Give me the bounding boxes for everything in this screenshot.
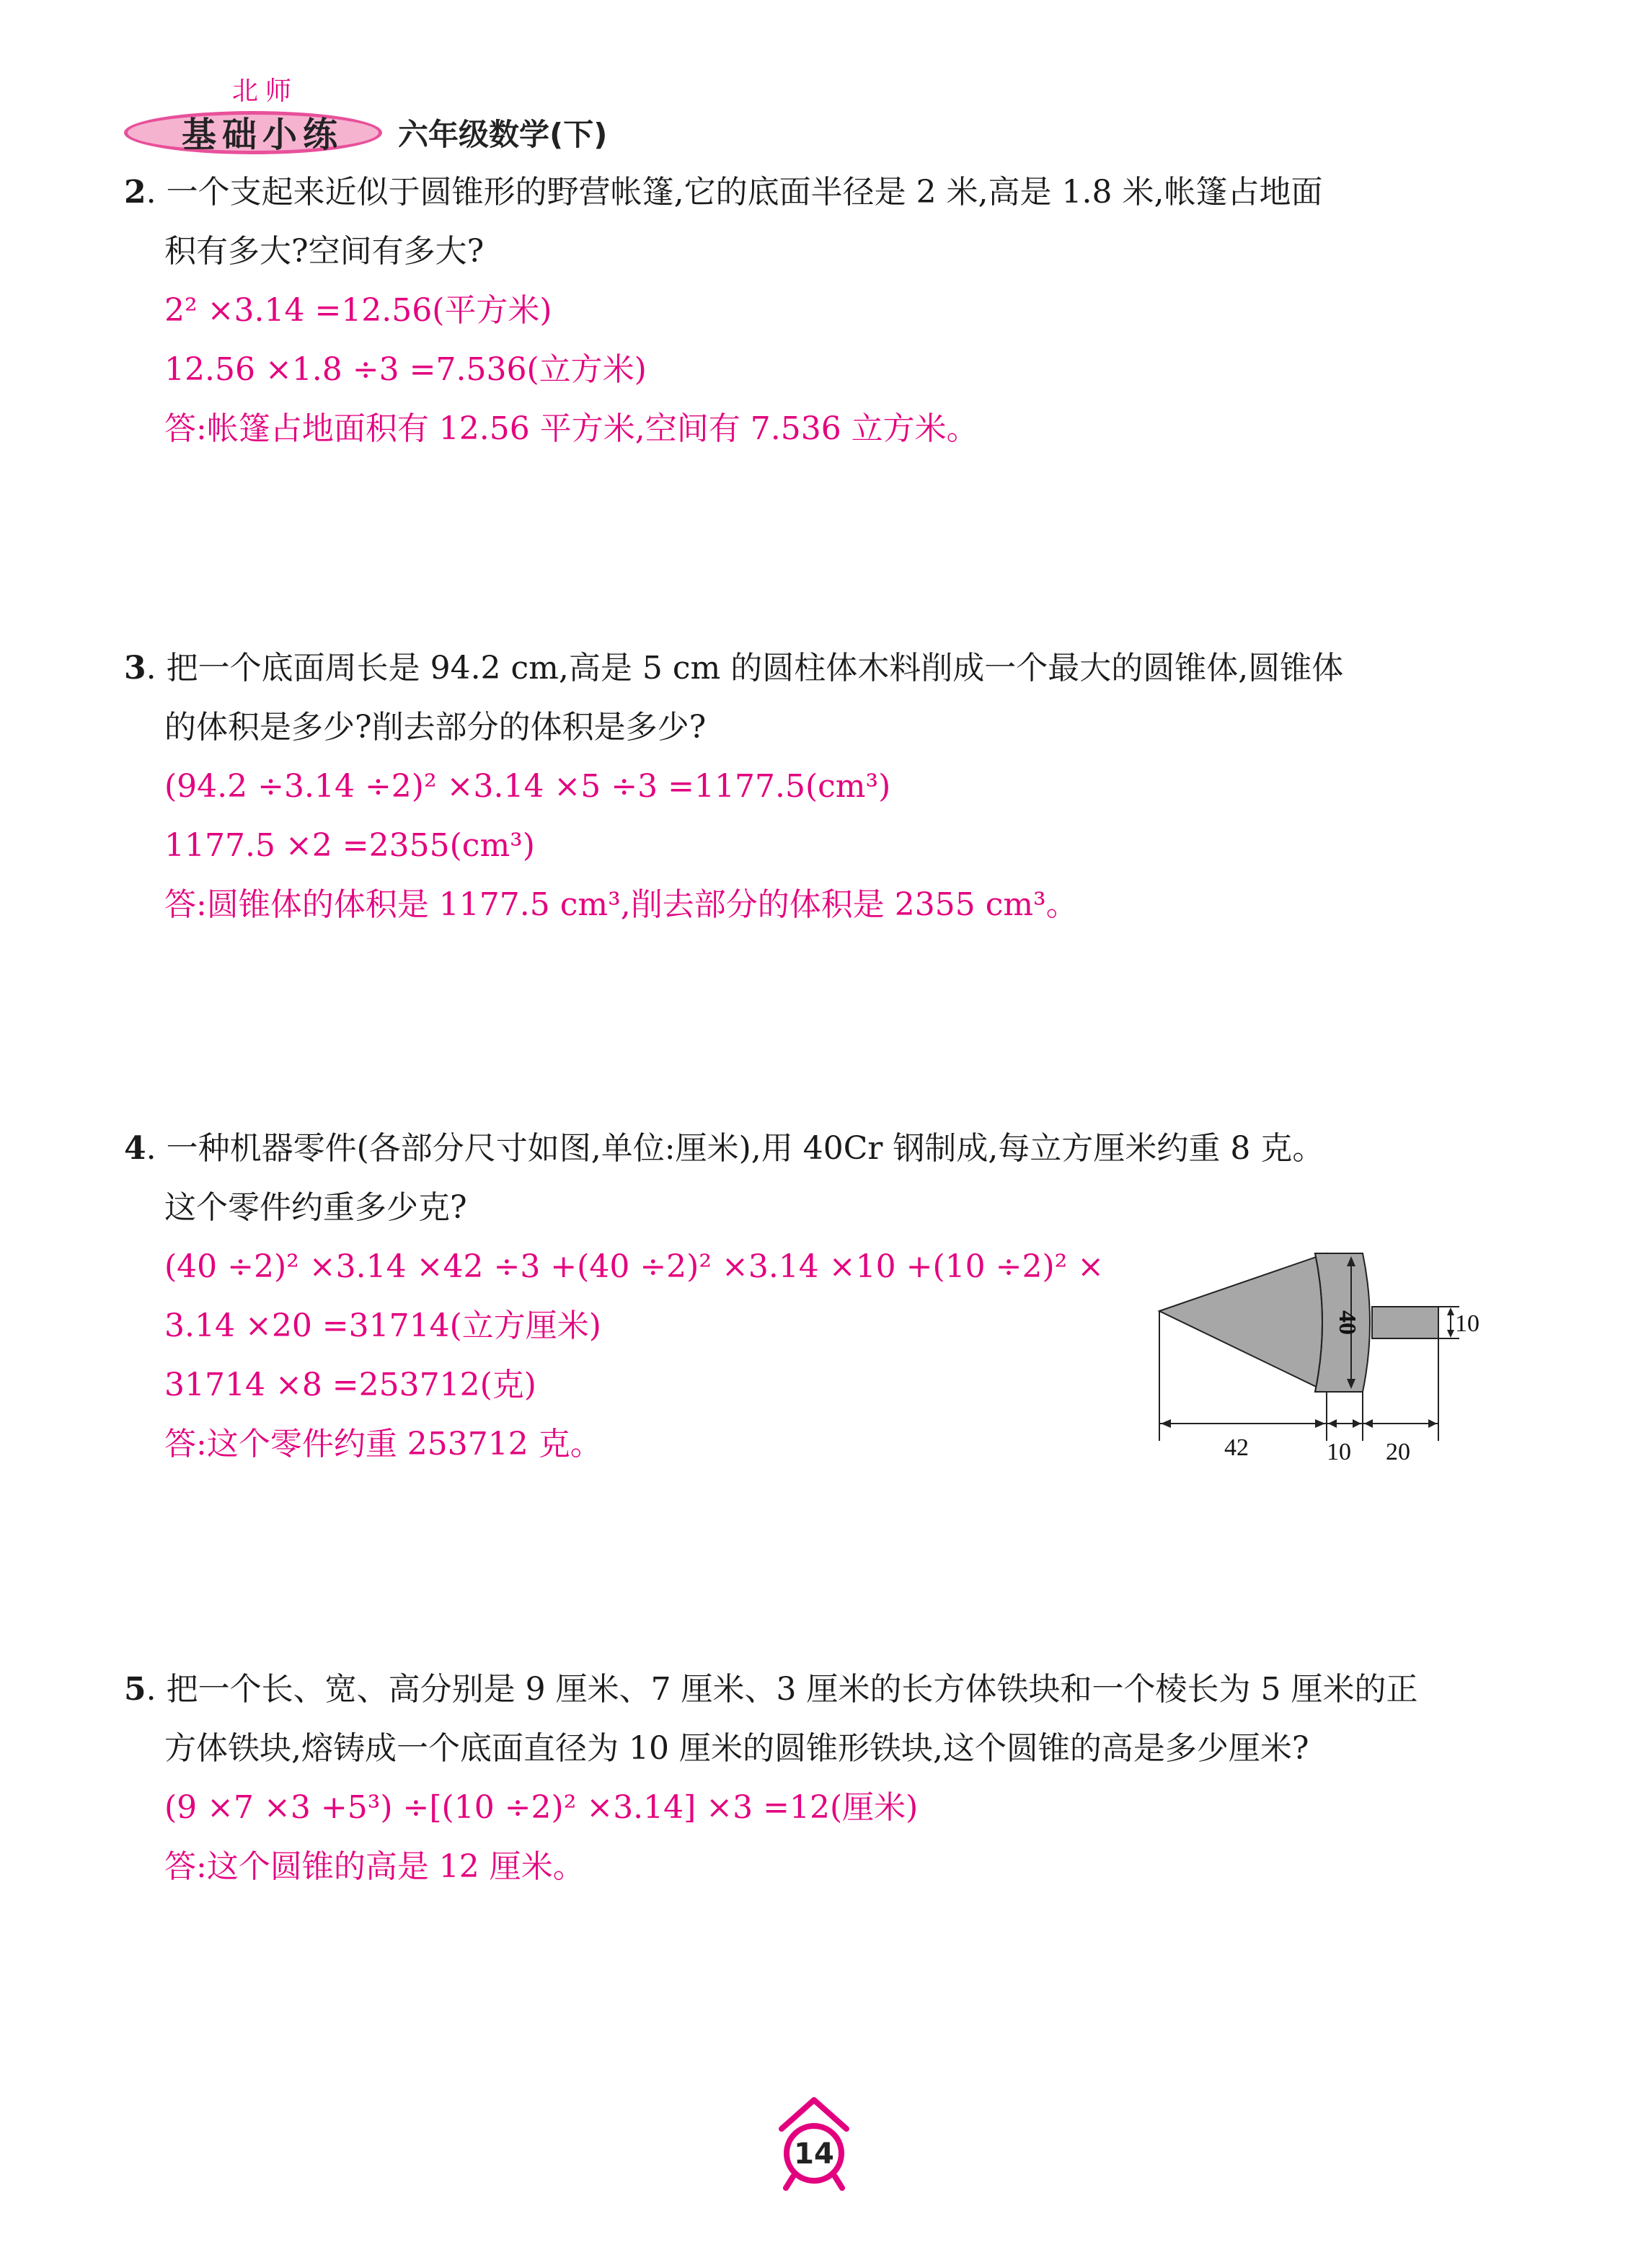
- problem-number: 2: [124, 174, 146, 211]
- answer-line: 答:这个零件约重 253712 克。: [164, 1426, 602, 1462]
- problem-2: [124, 163, 1508, 459]
- series-logo-publisher: 北师: [232, 76, 299, 106]
- answer-line: (40 ÷2)² ×3.14 ×42 ÷3 +(40 ÷2)² ×3.14 ×10 +(10 ÷2)² ×: [164, 1248, 1105, 1285]
- problem-question-line: 这个零件约重多少克?: [164, 1189, 467, 1226]
- page-header: [124, 69, 629, 156]
- shaft-length-label: 20: [1386, 1439, 1410, 1465]
- problem-question-line: 5. 把一个长、宽、高分别是 9 厘米、7 厘米、3 厘米的长方体铁块和一个棱长为 5 厘米的正: [124, 1671, 1418, 1708]
- shaft-shape: [1372, 1307, 1438, 1338]
- problem-number: 5: [124, 1671, 146, 1708]
- answer-line: 1177.5 ×2 =2355(cm³): [164, 827, 535, 864]
- answer-line: 2² ×3.14 =12.56(平方米): [164, 292, 552, 329]
- page-number: 14: [794, 2137, 834, 2171]
- diameter-label: 40: [1334, 1310, 1361, 1335]
- problem-number: 3: [124, 650, 146, 687]
- page-number-badge: [767, 2091, 861, 2192]
- shaft-diameter-label: 10: [1455, 1310, 1479, 1337]
- machine-part-diagram: [1151, 1235, 1511, 1473]
- answer-line: 答:圆锥体的体积是 1177.5 cm³,削去部分的体积是 2355 cm³。: [164, 886, 1078, 923]
- problem-question-line: 积有多大?空间有多大?: [164, 233, 485, 270]
- problem-question-line: 2. 一个支起来近似于圆锥形的野营帐篷,它的底面半径是 2 米,高是 1.8 米,帐篷占地面: [124, 174, 1323, 211]
- cone-length-label: 42: [1224, 1434, 1249, 1461]
- problem-5: [124, 1660, 1508, 1897]
- cylinder-length-label: 10: [1327, 1439, 1351, 1465]
- problem-number: 4: [124, 1130, 146, 1167]
- problem-question-line: 3. 把一个底面周长是 94.2 cm,高是 5 cm 的圆柱体木料削成一个最大的圆锥体,圆锥体: [124, 650, 1344, 687]
- problem-question-line: 的体积是多少?削去部分的体积是多少?: [164, 709, 707, 746]
- answer-line: 答:帐篷占地面积有 12.56 平方米,空间有 7.536 立方米。: [164, 410, 978, 447]
- problem-3: [124, 639, 1508, 935]
- book-title: 六年级数学(下): [398, 117, 608, 152]
- answer-line: 答:这个圆锥的高是 12 厘米。: [164, 1848, 585, 1885]
- answer-line: (9 ×7 ×3 +5³) ÷[(10 ÷2)² ×3.14] ×3 =12(厘米): [164, 1789, 919, 1826]
- cone-shape: [1159, 1253, 1327, 1392]
- answer-line: 3.14 ×20 =31714(立方厘米): [164, 1307, 601, 1344]
- answer-line: (94.2 ÷3.14 ÷2)² ×3.14 ×5 ÷3 =1177.5(cm³): [164, 768, 891, 805]
- series-logo-title: 基础小练: [182, 115, 344, 155]
- answer-line: 12.56 ×1.8 ÷3 =7.536(立方米): [164, 351, 647, 388]
- problem-question-line: 4. 一种机器零件(各部分尺寸如图,单位:厘米),用 40Cr 钢制成,每立方厘米约重 8 克。: [124, 1130, 1324, 1167]
- answer-line: 31714 ×8 =253712(克): [164, 1367, 536, 1403]
- problem-question-line: 方体铁块,熔铸成一个底面直径为 10 厘米的圆锥形铁块,这个圆锥的高是多少厘米?: [164, 1730, 1309, 1767]
